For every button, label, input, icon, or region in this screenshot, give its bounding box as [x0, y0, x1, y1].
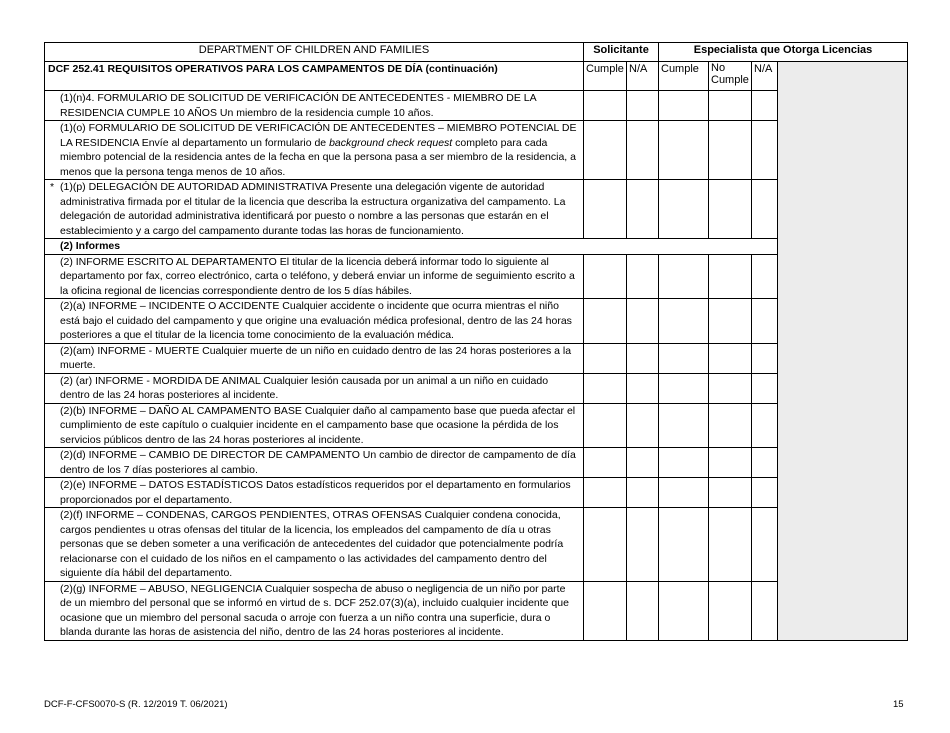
- licensor-no-cumple-box[interactable]: [709, 478, 752, 508]
- licensor-no-cumple-header: No Cumple: [709, 62, 752, 91]
- licensor-no-cumple-box[interactable]: [709, 254, 752, 299]
- applicant-group-header: Solicitante: [584, 43, 659, 62]
- licensor-cumple-box[interactable]: [659, 299, 709, 344]
- licensor-group-header: Especialista que Otorga Licencias: [659, 43, 908, 62]
- licensor-no-cumple-box[interactable]: [709, 121, 752, 180]
- licensor-na-box[interactable]: [752, 180, 778, 239]
- licensor-na-box[interactable]: [752, 299, 778, 344]
- licensor-na-box[interactable]: [752, 448, 778, 478]
- requirement-text: (1)(n)4. FORMULARIO DE SOLICITUD DE VERIFICACIÓN DE ANTECEDENTES - MIEMBRO DE LA RESIDENCIA CUMPLE 10 AÑOS Un miembro de la residencia cumple 10 años.: [45, 91, 584, 121]
- licensor-na-box[interactable]: [752, 91, 778, 121]
- applicant-cumple-box[interactable]: [584, 254, 627, 299]
- applicant-cumple-box[interactable]: [584, 121, 627, 180]
- applicant-cumple-box[interactable]: [584, 180, 627, 239]
- department-name: DEPARTMENT OF CHILDREN AND FAMILIES: [45, 43, 584, 62]
- applicant-cumple-box[interactable]: [584, 373, 627, 403]
- gray-margin-column: [778, 62, 908, 641]
- critical-marker: *: [50, 181, 55, 193]
- applicant-cumple-box[interactable]: [584, 581, 627, 640]
- applicant-na-box[interactable]: [627, 403, 659, 448]
- licensor-cumple-box[interactable]: [659, 508, 709, 582]
- requirement-text: (1)(o) FORMULARIO DE SOLICITUD DE VERIFICACIÓN DE ANTECEDENTES – MIEMBRO POTENCIAL DE LA RESIDENCIA Envíe al departamento un formulario de background check request completo para cada miembro potencial de la residencia antes de la fecha en que la persona pasa a ser miembro de la residencia, a menos que la persona tenga menos de 10 años.: [45, 121, 584, 180]
- applicant-na-box[interactable]: [627, 448, 659, 478]
- licensor-no-cumple-box[interactable]: [709, 508, 752, 582]
- applicant-na-box[interactable]: [627, 373, 659, 403]
- licensor-na-box[interactable]: [752, 403, 778, 448]
- licensor-na-box[interactable]: [752, 121, 778, 180]
- licensor-no-cumple-box[interactable]: [709, 581, 752, 640]
- requirement-text: * (1)(p) DELEGACIÓN DE AUTORIDAD ADMINISTRATIVA Presente una delegación vigente de autoridad administrativa firmada por el titular de la licencia que describa la estructura organizativa del campamento. La delegación de autoridad administrativa identificará por puesto o nombre a las personas que estarán en el establecimiento y a cargo del campamento durante todas las horas de funcionamiento.: [45, 180, 584, 239]
- licensor-cumple-box[interactable]: [659, 581, 709, 640]
- requirement-text: (2)(am) INFORME - MUERTE Cualquier muerte de un niño en cuidado dentro de las 24 horas posteriores a la muerte.: [45, 343, 584, 373]
- licensor-no-cumple-box[interactable]: [709, 343, 752, 373]
- requirements-table: [44, 42, 908, 641]
- applicant-cumple-box[interactable]: [584, 343, 627, 373]
- applicant-na-box[interactable]: [627, 581, 659, 640]
- licensor-na-box[interactable]: [752, 373, 778, 403]
- licensor-cumple-box[interactable]: [659, 448, 709, 478]
- licensor-na-box[interactable]: [752, 343, 778, 373]
- licensor-na-box[interactable]: [752, 254, 778, 299]
- form-id: DCF-F-CFS0070-S (R. 12/2019 T. 06/2021): [44, 699, 228, 710]
- requirement-text: (2) INFORME ESCRITO AL DEPARTAMENTO El titular de la licencia deberá informar todo lo siguiente al departamento por fax, correo electrónico, carta o teléfono, y deberá enviar un informe de seguimiento escrito a la oficina regional de licencias correspondiente dentro de los 5 días hábiles.: [45, 254, 584, 299]
- licensor-no-cumple-box[interactable]: [709, 403, 752, 448]
- applicant-na-box[interactable]: [627, 254, 659, 299]
- licensor-na-box[interactable]: [752, 478, 778, 508]
- applicant-na-box[interactable]: [627, 508, 659, 582]
- licensor-no-cumple-box[interactable]: [709, 299, 752, 344]
- applicant-cumple-box[interactable]: [584, 508, 627, 582]
- licensor-cumple-box[interactable]: [659, 180, 709, 239]
- licensor-cumple-box[interactable]: [659, 343, 709, 373]
- page-number: 15: [893, 699, 904, 710]
- applicant-cumple-box[interactable]: [584, 448, 627, 478]
- licensor-cumple-box[interactable]: [659, 254, 709, 299]
- applicant-cumple-box[interactable]: [584, 299, 627, 344]
- applicant-cumple-box[interactable]: [584, 403, 627, 448]
- licensor-na-box[interactable]: [752, 581, 778, 640]
- section-heading: (2) Informes: [45, 239, 778, 255]
- licensor-na-header: N/A: [752, 62, 778, 91]
- applicant-na-box[interactable]: [627, 121, 659, 180]
- section-title: DCF 252.41 REQUISITOS OPERATIVOS PARA LOS CAMPAMENTOS DE DÍA (continuación): [45, 62, 584, 91]
- licensor-cumple-box[interactable]: [659, 478, 709, 508]
- licensor-cumple-header: Cumple: [659, 62, 709, 91]
- licensor-no-cumple-box[interactable]: [709, 448, 752, 478]
- requirement-text: (2)(b) INFORME – DAÑO AL CAMPAMENTO BASE Cualquier daño al campamento base que pueda afectar el cumplimiento de este capítulo o cualquier incidente en el campamento base que ocasione la pérdida de los servicios públicos dentro de las 24 horas posteriores al incidente.: [45, 403, 584, 448]
- licensor-cumple-box[interactable]: [659, 373, 709, 403]
- requirement-text: (2) (ar) INFORME - MORDIDA DE ANIMAL Cualquier lesión causada por un animal a un niño en cuidado dentro de las 24 horas posteriores al incidente.: [45, 373, 584, 403]
- licensor-na-box[interactable]: [752, 508, 778, 582]
- requirement-text: (2)(f) INFORME – CONDENAS, CARGOS PENDIENTES, OTRAS OFENSAS Cualquier condena conocida, cargos pendientes u otras ofensas del titular de la licencia, los empleados del campamento de día u otras personas que se deben someter a una verificación de antecedentes del cuidador que potencialmente podría relacionarse con el cuidado de los niños en el campamento o las actividades del campamento dentro del siguiente día hábil del departamento.: [45, 508, 584, 582]
- licensor-cumple-box[interactable]: [659, 91, 709, 121]
- applicant-na-box[interactable]: [627, 299, 659, 344]
- licensor-cumple-box[interactable]: [659, 403, 709, 448]
- requirement-text: (2)(a) INFORME – INCIDENTE O ACCIDENTE Cualquier accidente o incidente que ocurra mientras el niño está bajo el cuidado del campamento y que origine una evaluación médica profesional, dentro de las 24 horas posteriores a que el titular de la licencia tome conocimiento de la evaluación médica.: [45, 299, 584, 344]
- applicant-na-header: N/A: [627, 62, 659, 91]
- requirement-text: (2)(e) INFORME – DATOS ESTADÍSTICOS Datos estadísticos requeridos por el departamento en formularios proporcionados por el departamento.: [45, 478, 584, 508]
- applicant-cumple-header: Cumple: [584, 62, 627, 91]
- header-row-2: [45, 62, 908, 91]
- applicant-na-box[interactable]: [627, 91, 659, 121]
- requirement-text: (2)(d) INFORME – CAMBIO DE DIRECTOR DE CAMPAMENTO Un cambio de director de campamento de día dentro de los 7 días posteriores al cambio.: [45, 448, 584, 478]
- licensor-no-cumple-box[interactable]: [709, 180, 752, 239]
- applicant-na-box[interactable]: [627, 343, 659, 373]
- requirement-text: (2)(g) INFORME – ABUSO, NEGLIGENCIA Cualquier sospecha de abuso o negligencia de un niño por parte de un miembro del personal que se informó en virtud de s. DCF 252.07(3)(a), incluido cualquier incidente que ocasione que un miembro del personal sacuda o arroje con fuerza a un niño contra una superficie, dura o blanda durante las horas de asistencia del niño, dentro de las 24 horas posteriores al incidente.: [45, 581, 584, 640]
- applicant-na-box[interactable]: [627, 180, 659, 239]
- applicant-na-box[interactable]: [627, 478, 659, 508]
- licensor-cumple-box[interactable]: [659, 121, 709, 180]
- header-row-1: [45, 43, 908, 62]
- applicant-cumple-box[interactable]: [584, 478, 627, 508]
- licensor-no-cumple-box[interactable]: [709, 91, 752, 121]
- licensor-no-cumple-box[interactable]: [709, 373, 752, 403]
- applicant-cumple-box[interactable]: [584, 91, 627, 121]
